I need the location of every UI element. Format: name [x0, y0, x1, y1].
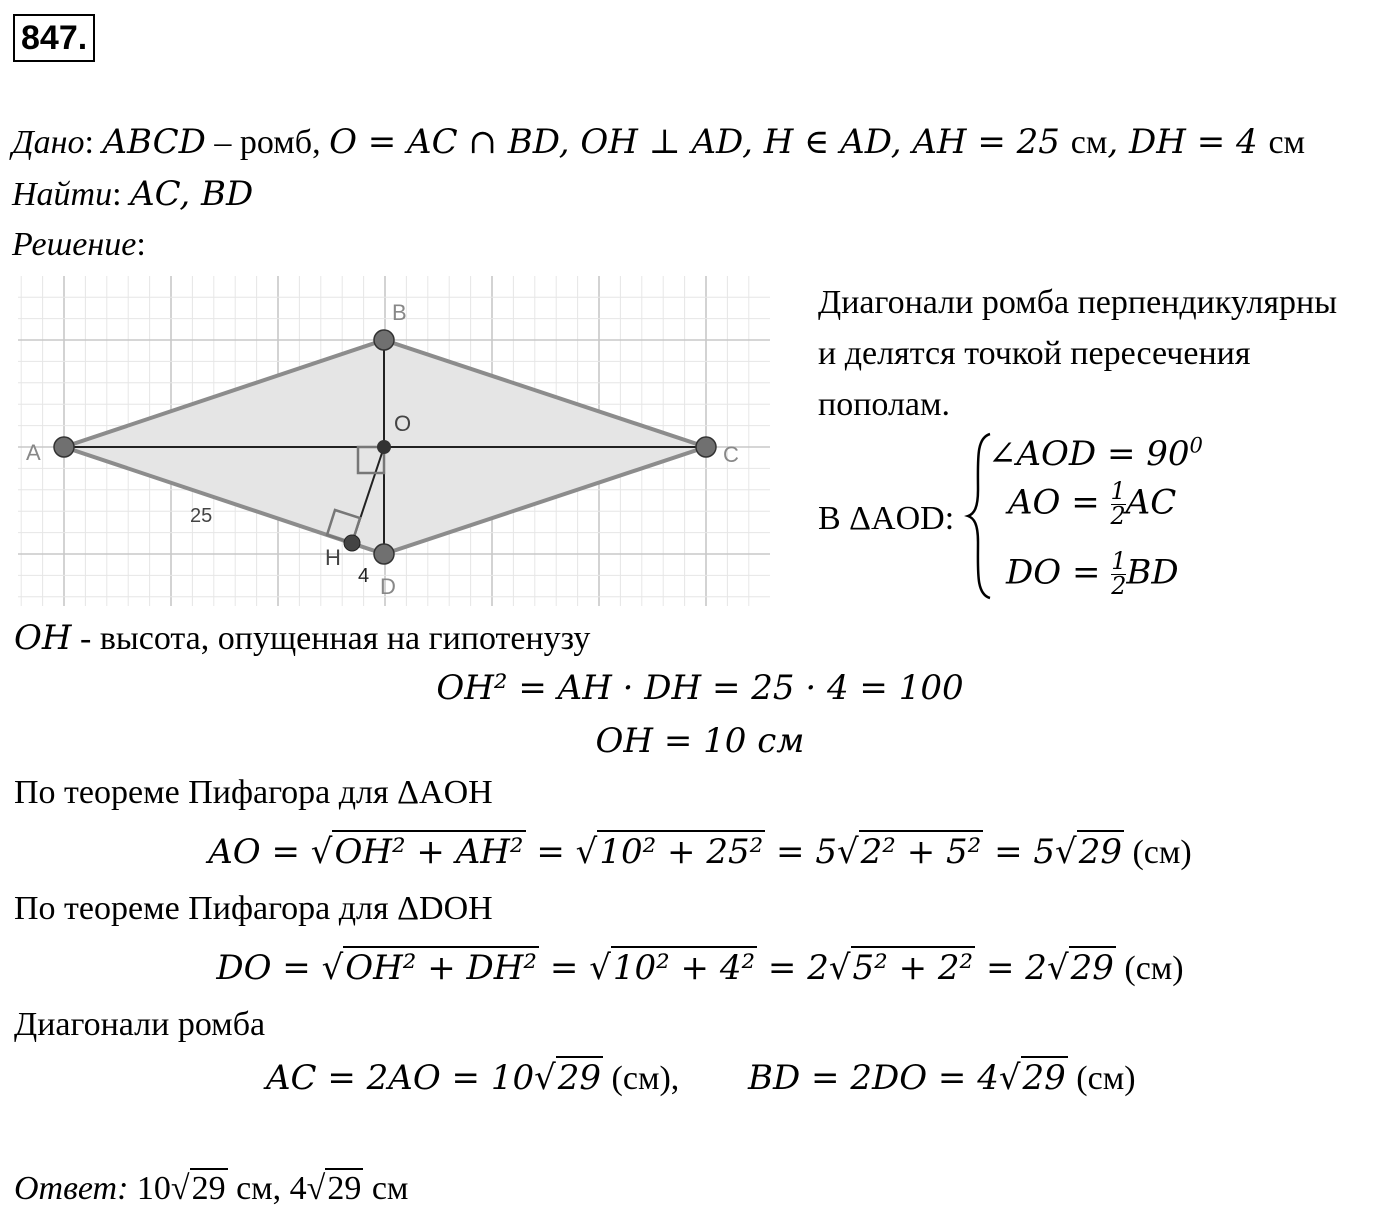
point-b: [374, 330, 394, 350]
label-c: C: [723, 442, 739, 467]
equation-bd: BD = 2DO = 4√29 (см): [748, 1058, 1136, 1098]
label-dh-length: 4: [358, 565, 370, 587]
right-text-line-3: пополам.: [818, 386, 951, 423]
label-o: O: [394, 411, 412, 436]
point-a: [54, 437, 74, 457]
label-b: B: [392, 300, 407, 325]
point-d: [374, 544, 394, 564]
equation-ac: AC = 2AO = 10√29 (см),: [266, 1058, 680, 1098]
equation-oh-squared: OH² = AH · DH = 25 · 4 = 100: [436, 668, 964, 708]
system-eq-1: ∠AOD = $90^0$: [988, 432, 1203, 474]
rhombus-figure: [18, 276, 770, 606]
pythagoras-doh: По теореме Пифагора для ΔDOH: [14, 890, 493, 927]
find-label: Найти: [12, 176, 113, 213]
equation-oh: OH = 10 см: [595, 721, 805, 761]
oh-height-line: OH - высота, опущенная на гипотенузу: [14, 618, 591, 658]
problem-number: 847.: [13, 14, 95, 62]
answer-label: Ответ:: [14, 1170, 129, 1207]
given-label: Дано: [12, 124, 85, 161]
label-h: H: [325, 545, 341, 570]
diagonals-heading: Диагонали ромба: [14, 1006, 266, 1043]
right-text-line-1: Диагонали ромба перпендикулярны: [818, 284, 1338, 321]
point-c: [696, 437, 716, 457]
right-text-line-2: и делятся точкой пересечения: [818, 335, 1251, 372]
fraction-half: $\frac{1}{2}$: [1111, 547, 1127, 600]
system-prefix: В ΔAOD:: [818, 500, 955, 537]
label-a: A: [26, 440, 41, 465]
label-ah-length: 25: [190, 505, 213, 527]
answer-line: Ответ: 10√29 см, 4√29 см: [14, 1170, 409, 1207]
label-d: D: [380, 574, 396, 599]
given-line: Дано: ABCD – ромб, O = AC ∩ BD, OH ⊥ AD, H ∈ AD, AH = 25 см, DH = 4 см: [12, 122, 1306, 162]
equation-do: DO = √OH² + DH² = √10² + 4² = 2√5² + 2² = 2√29 (см): [216, 948, 1184, 988]
fraction-half: $\frac{1}{2}$: [1110, 477, 1126, 530]
equation-ao: AO = √OH² + AH² = √10² + 25² = 5√2² + 5² = 5√29 (см): [208, 832, 1192, 872]
system-eq-2: AO = $\frac{1}{2}$ AC: [1008, 477, 1177, 530]
find-line: Найти: AC, BD: [12, 174, 254, 214]
system-eq-3: DO = $\frac{1}{2}$ BD: [1006, 547, 1179, 600]
solution-label: Решение:: [12, 226, 146, 263]
point-h: [344, 535, 360, 551]
pythagoras-aoh: По теореме Пифагора для ΔAOH: [14, 774, 493, 811]
point-o: [377, 440, 391, 454]
find-value: AC, BD: [130, 174, 254, 214]
